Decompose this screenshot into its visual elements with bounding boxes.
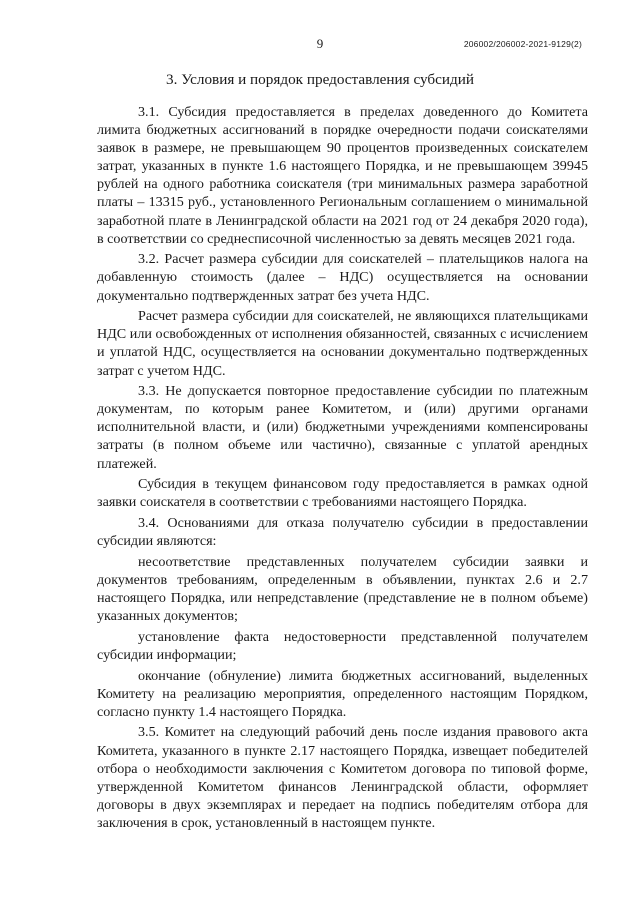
section-title: 3. Условия и порядок предоставления субсидий: [166, 71, 474, 88]
list-item-refusal-ground-3: окончание (обнуление) лимита бюджетных ассигнований, выделенных Комитету на реализацию мероприятия, определенного настоящим Порядком, согласно пункту 1.4 настоящего Порядка.: [97, 667, 588, 720]
document-body: [97, 103, 588, 835]
paragraph-3-5: 3.5. Комитет на следующий рабочий день после издания правового акта Комитета, указанного в пункте 2.17 настоящего Порядка, извещает победителей отбора о необходимости заключения с Комитетом договора по типовой форме, утвержденной Комитетом финансов Ленинградской области, оформляет договоры в двух экземплярах и передает на подпись победителям отбора для заключения в срок, установленный в настоящем пункте.: [97, 724, 588, 831]
list-item-refusal-ground-2: установление факта недостоверности представленной получателем субсидии информации;: [97, 628, 588, 663]
list-item-refusal-ground-1: несоответствие представленных получателем субсидии заявки и документов требованиям, определенным в объявлении, пунктах 2.6 и 2.7 настоящего Порядка, или непредставление (представление не в полном объеме) указанных документов;: [97, 553, 588, 625]
paragraph-3-3-continued: Субсидия в текущем финансовом году предоставляется в рамках одной заявки соискателя в соответствии с требованиями настоящего Порядка.: [97, 476, 588, 511]
page-number: 9: [316, 36, 324, 51]
paragraph-3-1: 3.1. Субсидия предоставляется в пределах доведенного до Комитета лимита бюджетных ассигнований в порядке очередности подачи соискателями заявок в размере, не превышающем 90 процентов произведенных соискателем затрат, указанных в пункте 1.6 настоящего Порядка, и не превышающем 39945 рублей на одного работника соискателя (три минимальных размера заработной платы – 13315 руб., установленного Региональным соглашением о минимальной заработной плате в Ленинградской области на 2021 год от 24 декабря 2020 года), в соответствии со среднесписочной численностью за девять месяцев 2021 года.: [97, 104, 588, 247]
document-code: 206002/206002-2021-9129(2): [463, 39, 582, 49]
paragraph-3-3: 3.3. Не допускается повторное предоставление субсидии по платежным документам, по которым ранее Комитетом, и (или) другими органами исполнительной власти, и (или) бюджетными учреждениями компенсированы затраты (в полном объеме или частично), связанные с уплатой арендных платежей.: [97, 383, 588, 472]
paragraph-3-2-continued: Расчет размера субсидии для соискателей, не являющихся плательщиками НДС или освобожденных от исполнения обязанностей, связанных с исчислением и уплатой НДС, осуществляется на основании документально подтвержденных затрат с учетом НДС.: [97, 308, 588, 379]
paragraph-3-4: 3.4. Основаниями для отказа получателю субсидии в предоставлении субсидии являются:: [97, 515, 588, 550]
paragraph-3-2: 3.2. Расчет размера субсидии для соискателей – плательщиков налога на добавленную стоимость (далее – НДС) осуществляется на основании документально подтвержденных затрат без учета НДС.: [97, 251, 588, 304]
